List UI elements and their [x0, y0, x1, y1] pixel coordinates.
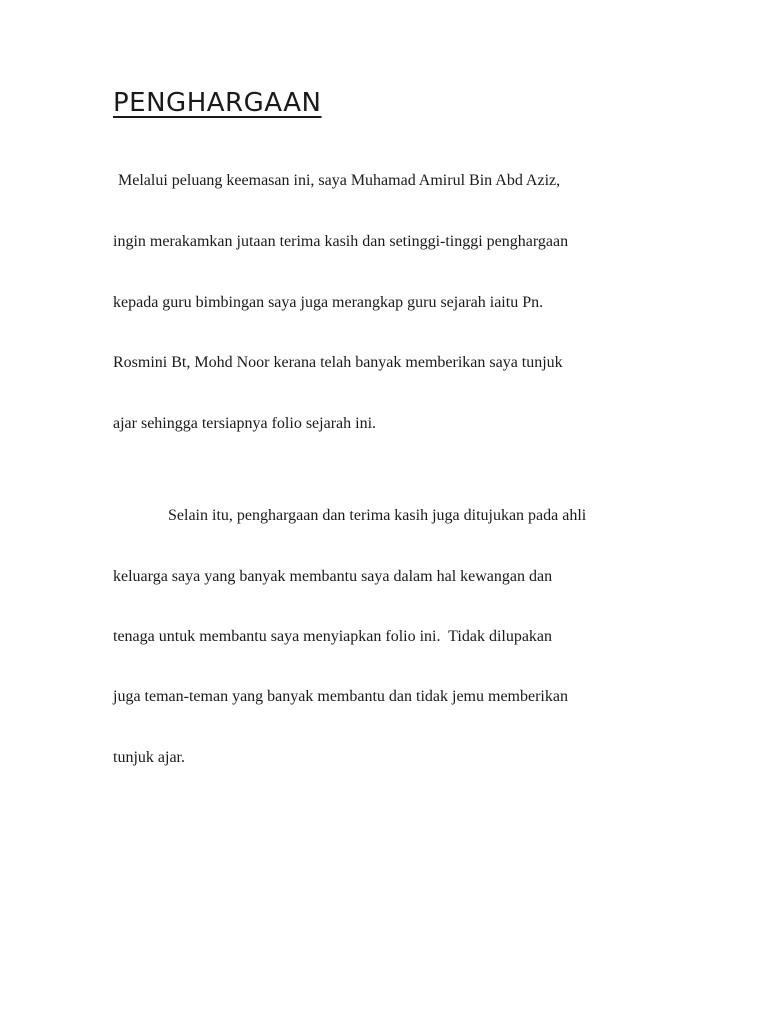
paragraph-line: ajar sehingga tersiapnya folio sejarah ini. — [113, 415, 377, 432]
paragraph-line: ingin merakamkan jutaan terima kasih dan setinggi-tinggi penghargaan — [113, 233, 569, 250]
document-title: PENGHARGAAN — [113, 88, 322, 118]
paragraph-line: Rosmini Bt, Mohd Noor kerana telah banyak memberikan saya tunjuk — [113, 354, 563, 371]
paragraph-line: Melalui peluang keemasan ini, saya Muhamad Amirul Bin Abd Aziz, — [118, 172, 561, 189]
paragraph-line: tenaga untuk membantu saya menyiapkan folio ini. Tidak dilupakan — [113, 628, 553, 645]
paragraph-line: kepada guru bimbingan saya juga merangkap guru sejarah iaitu Pn. — [113, 294, 544, 311]
paragraph-line: tunjuk ajar. — [113, 749, 185, 766]
paragraph-line: Selain itu, penghargaan dan terima kasih juga ditujukan pada ahli — [168, 507, 587, 524]
paragraph-line: juga teman-teman yang banyak membantu dan tidak jemu memberikan — [113, 688, 568, 705]
paragraph-line: keluarga saya yang banyak membantu saya dalam hal kewangan dan — [113, 568, 553, 585]
